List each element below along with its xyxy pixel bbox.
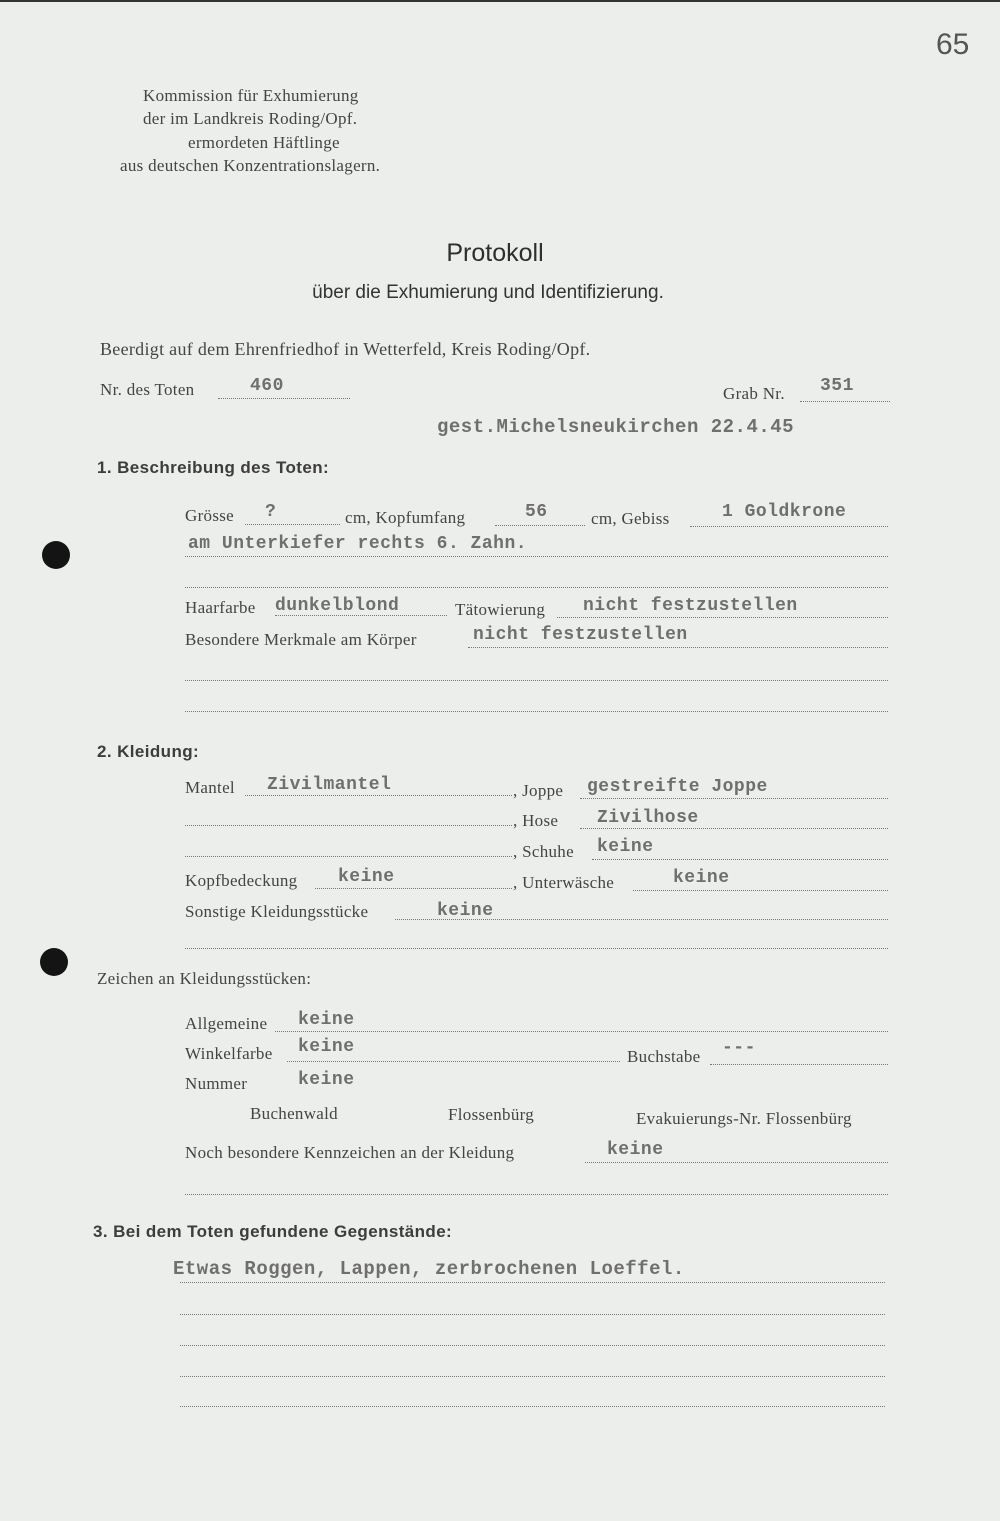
punch-hole-top <box>42 541 70 569</box>
commission-line-1: Kommission für Exhumierung <box>143 86 359 105</box>
teeth-value: 1 Goldkrone <box>722 502 847 522</box>
winkelfarbe-value: keine <box>298 1037 355 1057</box>
grave-nr-value: 351 <box>820 376 854 396</box>
cm-kopfumfang-label: cm, Kopfumfang <box>345 508 466 527</box>
cm-gebiss-label: cm, Gebiss <box>591 509 670 528</box>
page-subtitle: über die Exhumierung und Identifizierung. <box>312 282 664 303</box>
dead-nr-value: 460 <box>250 376 284 396</box>
commission-line-4: aus deutschen Konzentrationslagern. <box>120 156 381 175</box>
marks-body-label: Besondere Merkmale am Körper <box>185 630 417 649</box>
burial-line: Beerdigt auf dem Ehrenfriedhof in Wetterfeld, Kreis Roding/Opf. <box>100 339 591 359</box>
col-evakuierung: Evakuierungs-Nr. Flossenbürg <box>636 1109 852 1128</box>
grave-nr-label: Grab Nr. <box>723 384 785 403</box>
page-title: Protokoll <box>446 239 544 267</box>
tattoo-value: nicht festzustellen <box>583 596 798 616</box>
section-1-heading: 1. Beschreibung des Toten: <box>97 458 330 477</box>
hair-label: Haarfarbe <box>185 598 256 617</box>
found-items-value: Etwas Roggen, Lappen, zerbrochenen Loeffel. <box>173 1258 685 1280</box>
unterwaesche-label: , Unterwäsche <box>513 873 615 892</box>
commission-line-3: ermordeten Häftlinge <box>188 133 340 152</box>
commission-line-2: der im Landkreis Roding/Opf. <box>143 109 358 128</box>
nummer-label: Nummer <box>185 1074 248 1093</box>
dead-nr-label: Nr. des Toten <box>100 380 195 399</box>
kopfbedeckung-value: keine <box>338 867 395 887</box>
schuhe-value: keine <box>597 837 654 857</box>
teeth-value-2: am Unterkiefer rechts 6. Zahn. <box>188 534 528 554</box>
section-2-heading: 2. Kleidung: <box>97 742 200 761</box>
mantel-value: Zivilmantel <box>267 775 392 795</box>
allgemeine-value: keine <box>298 1010 355 1030</box>
tattoo-label: Tätowierung <box>455 600 546 619</box>
death-note: gest.Michelsneukirchen 22.4.45 <box>437 416 795 438</box>
head-value: 56 <box>525 502 548 522</box>
joppe-value: gestreifte Joppe <box>587 777 768 797</box>
noch-value: keine <box>607 1140 664 1160</box>
noch-label: Noch besondere Kennzeichen an der Kleidung <box>185 1143 515 1162</box>
buchstabe-label: Buchstabe <box>627 1047 701 1066</box>
size-value: ? <box>265 502 277 522</box>
nummer-value: keine <box>298 1070 355 1090</box>
sonstige-value: keine <box>437 901 494 921</box>
size-label: Grösse <box>185 506 235 525</box>
joppe-label: , Joppe <box>513 781 564 800</box>
marks-heading: Zeichen an Kleidungsstücken: <box>97 969 312 988</box>
schuhe-label: , Schuhe <box>513 842 574 861</box>
col-flossenbuerg: Flossenbürg <box>448 1105 535 1124</box>
hose-value: Zivilhose <box>597 808 699 828</box>
hair-value: dunkelblond <box>275 596 400 616</box>
winkelfarbe-label: Winkelfarbe <box>185 1044 273 1063</box>
buchstabe-value: --- <box>722 1038 756 1058</box>
unterwaesche-value: keine <box>673 868 730 888</box>
sonstige-label: Sonstige Kleidungsstücke <box>185 902 369 921</box>
punch-hole-bottom <box>40 948 68 976</box>
section-3-heading: 3. Bei dem Toten gefundene Gegenstände: <box>93 1222 453 1241</box>
page-number: 65 <box>936 28 970 61</box>
allgemeine-label: Allgemeine <box>185 1014 268 1033</box>
col-buchenwald: Buchenwald <box>250 1104 338 1123</box>
kopfbedeckung-label: Kopfbedeckung <box>185 871 298 890</box>
marks-body-value: nicht festzustellen <box>473 625 688 645</box>
mantel-label: Mantel <box>185 778 235 797</box>
hose-label: , Hose <box>513 811 559 830</box>
